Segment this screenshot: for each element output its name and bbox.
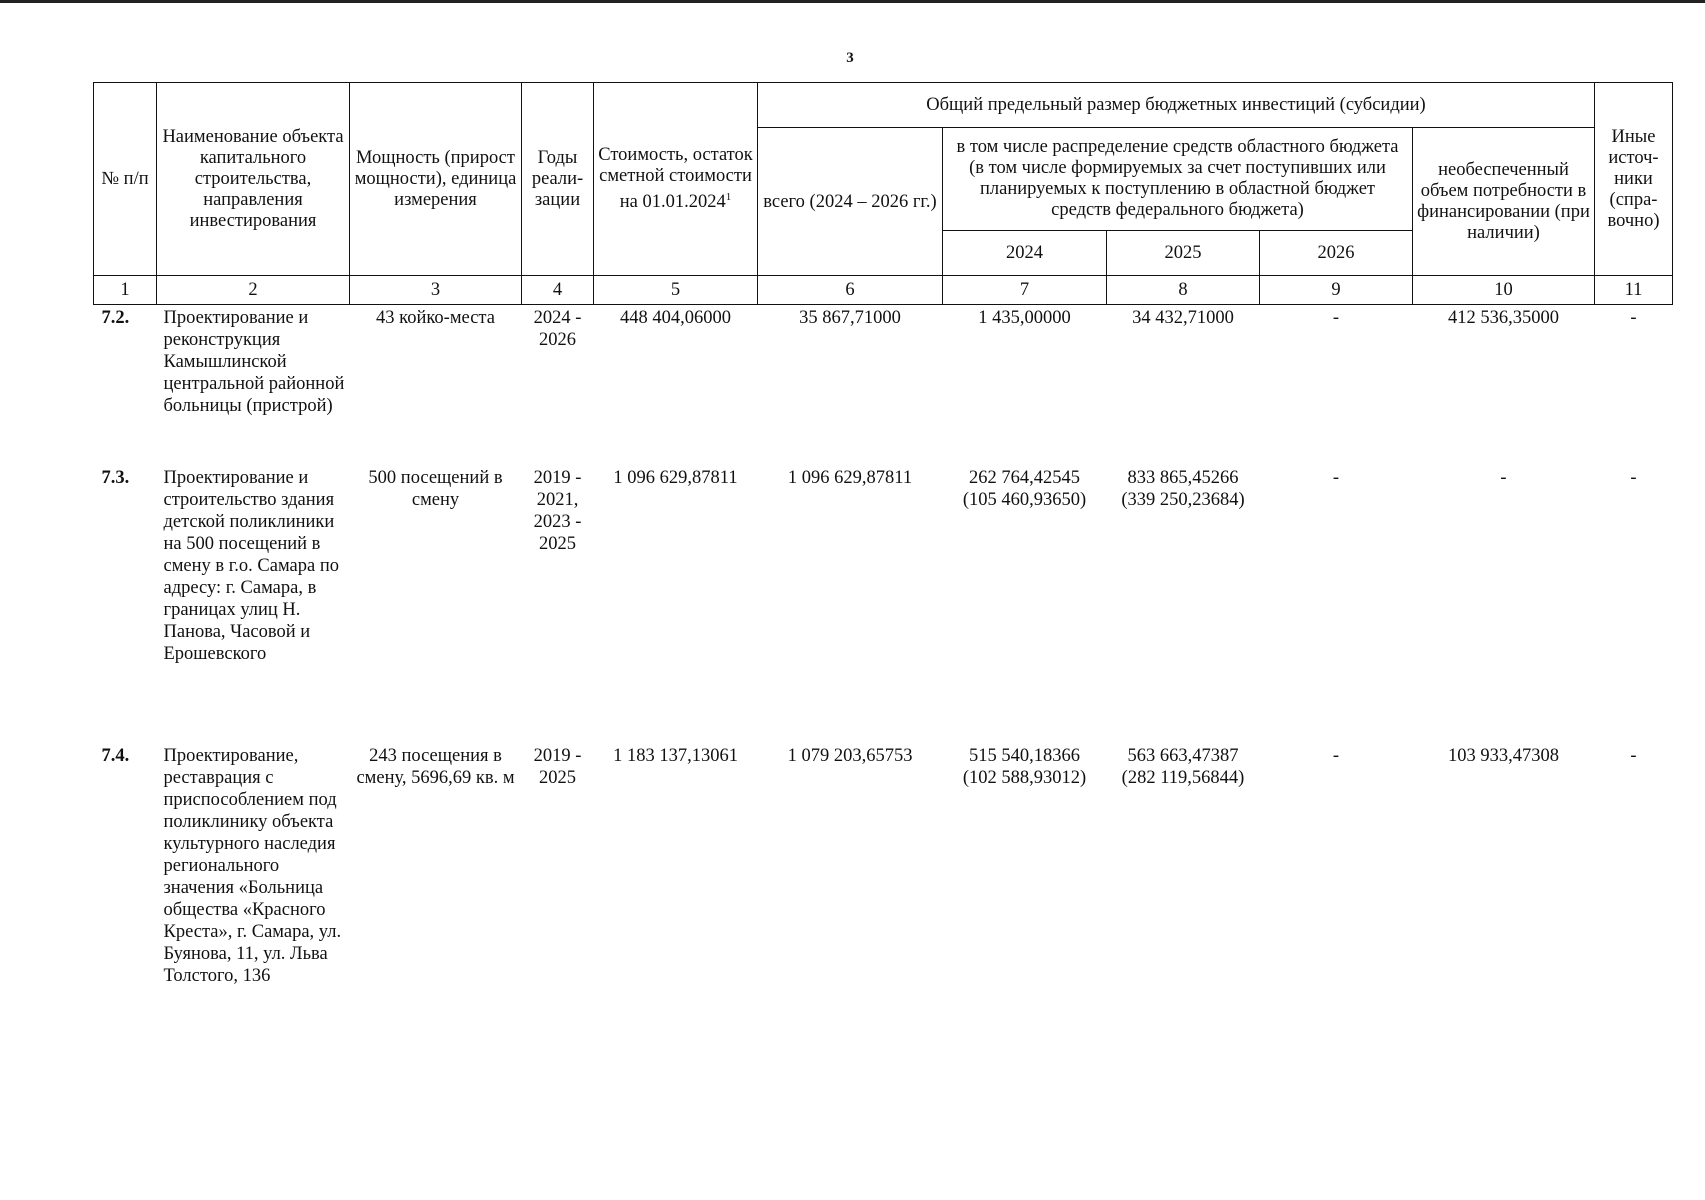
year-2026-cell: - (1332, 746, 1340, 766)
years-cell: 2019 - 2025 (533, 746, 582, 788)
header-cost (594, 83, 758, 276)
unsecured-cell: 103 933,47308 (1448, 746, 1559, 766)
header-other: Иные источ- ники (спра- вочно) (1595, 83, 1673, 276)
column-number: 3 (350, 276, 522, 305)
year-2025-federal: (282 119,56844) (1121, 768, 1245, 788)
year-2024-value: 515 540,18366 (969, 746, 1080, 766)
table-row (94, 465, 1673, 743)
total-cell: 1 079 203,65753 (787, 746, 913, 766)
year-2026-cell: - (1332, 468, 1340, 488)
column-number: 8 (1107, 276, 1260, 305)
column-number: 1 (94, 276, 157, 305)
year-2025-cell (1107, 743, 1260, 1125)
header-total: всего (2024 – 2026 гг.) (758, 128, 943, 276)
cost-cell: 1 096 629,87811 (613, 468, 738, 488)
year-2024-cell (943, 465, 1107, 743)
capacity-cell: 43 койко-места (376, 308, 495, 328)
row-number: 7.4. (101, 746, 130, 766)
other-sources-cell: - (1630, 468, 1637, 488)
object-name: Проектирование и реконструкция Камышлинской центральной районной больницы (пристрой) (163, 308, 345, 416)
capacity-cell: 500 посещений в смену (368, 468, 503, 510)
other-sources-cell: - (1630, 746, 1637, 766)
other-sources-cell: - (1630, 308, 1637, 328)
header-year-2025: 2025 (1107, 231, 1260, 276)
header-group-title: Общий предельный размер бюджетных инвестиций (субсидии) (758, 83, 1595, 128)
row-number: 7.3. (101, 468, 130, 488)
year-2024-cell (943, 743, 1107, 1125)
year-2025-cell (1107, 305, 1260, 466)
capacity-cell: 243 посещения в смену, 5696,69 кв. м (356, 746, 515, 788)
year-2024-value: 262 764,42545 (969, 468, 1080, 488)
object-name: Проектирование, реставрация с приспособлением под поликлинику объекта культурного наследия регионального значения «Больница общества «Красного Креста», г. Самара, ул. Буянова, 11, ул. Льва Толстого, 136 (163, 746, 342, 986)
cost-cell: 1 183 137,13061 (613, 746, 738, 766)
unsecured-cell: 412 536,35000 (1448, 308, 1559, 328)
year-2024-federal: (102 588,93012) (962, 768, 1087, 788)
column-number-row (94, 276, 1673, 305)
investment-table (93, 82, 1673, 1125)
year-2025-cell (1107, 465, 1260, 743)
row-number: 7.2. (101, 308, 130, 328)
year-2024-federal: (105 460,93650) (962, 490, 1087, 510)
header-subgroup-title: в том числе распределение средств областного бюджета (в том числе формируемых за счет поступивших или планируемых к поступлению в областной бюджет средств федерального бюджета) (943, 128, 1413, 231)
year-2024-cell (943, 305, 1107, 466)
header-name: Наименование объекта капитального строительства, направления инвестирования (157, 83, 350, 276)
object-name: Проектирование и строительство здания детской поликлиники на 500 посещений в смену в г.о. Самара по адресу: г. Самара, в границах улиц Н. Панова, Часовой и Ерошевского (163, 468, 339, 664)
column-number: 6 (758, 276, 943, 305)
column-number: 10 (1413, 276, 1595, 305)
header-unsecured: необеспеченный объем потребности в финансировании (при наличии) (1413, 128, 1595, 276)
table-row (94, 305, 1673, 466)
total-cell: 35 867,71000 (799, 308, 901, 328)
column-number: 4 (522, 276, 594, 305)
year-2026-cell: - (1332, 308, 1340, 328)
cost-cell: 448 404,06000 (620, 308, 731, 328)
year-2025-value: 34 432,71000 (1132, 308, 1234, 328)
column-number: 5 (594, 276, 758, 305)
total-cell: 1 096 629,87811 (787, 468, 913, 488)
header-years: Годы реали- зации (522, 83, 594, 276)
header-capacity: Мощность (прирост мощности), единица измерения (350, 83, 522, 276)
table-row (94, 743, 1673, 1125)
column-number: 7 (943, 276, 1107, 305)
years-cell: 2024 - 2026 (533, 308, 582, 350)
scan-border (0, 0, 1705, 3)
year-2025-federal: (339 250,23684) (1121, 490, 1245, 510)
header-year-2024: 2024 (943, 231, 1107, 276)
header-year-2026: 2026 (1260, 231, 1413, 276)
page-number: 3 (846, 50, 854, 66)
column-number: 11 (1595, 276, 1673, 305)
year-2024-value: 1 435,00000 (978, 308, 1071, 328)
header-cost-text: Стоимость, остаток сметной стоимости на 01.01.2024 (598, 144, 753, 213)
header-cost-footnote: 1 (725, 190, 732, 203)
unsecured-cell: - (1500, 468, 1507, 488)
years-cell: 2019 - 2021, 2023 - 2025 (533, 468, 582, 554)
header-num: № п/п (94, 83, 157, 276)
year-2025-value: 563 663,47387 (1127, 746, 1239, 766)
year-2025-value: 833 865,45266 (1127, 468, 1239, 488)
column-number: 9 (1260, 276, 1413, 305)
column-number: 2 (157, 276, 350, 305)
